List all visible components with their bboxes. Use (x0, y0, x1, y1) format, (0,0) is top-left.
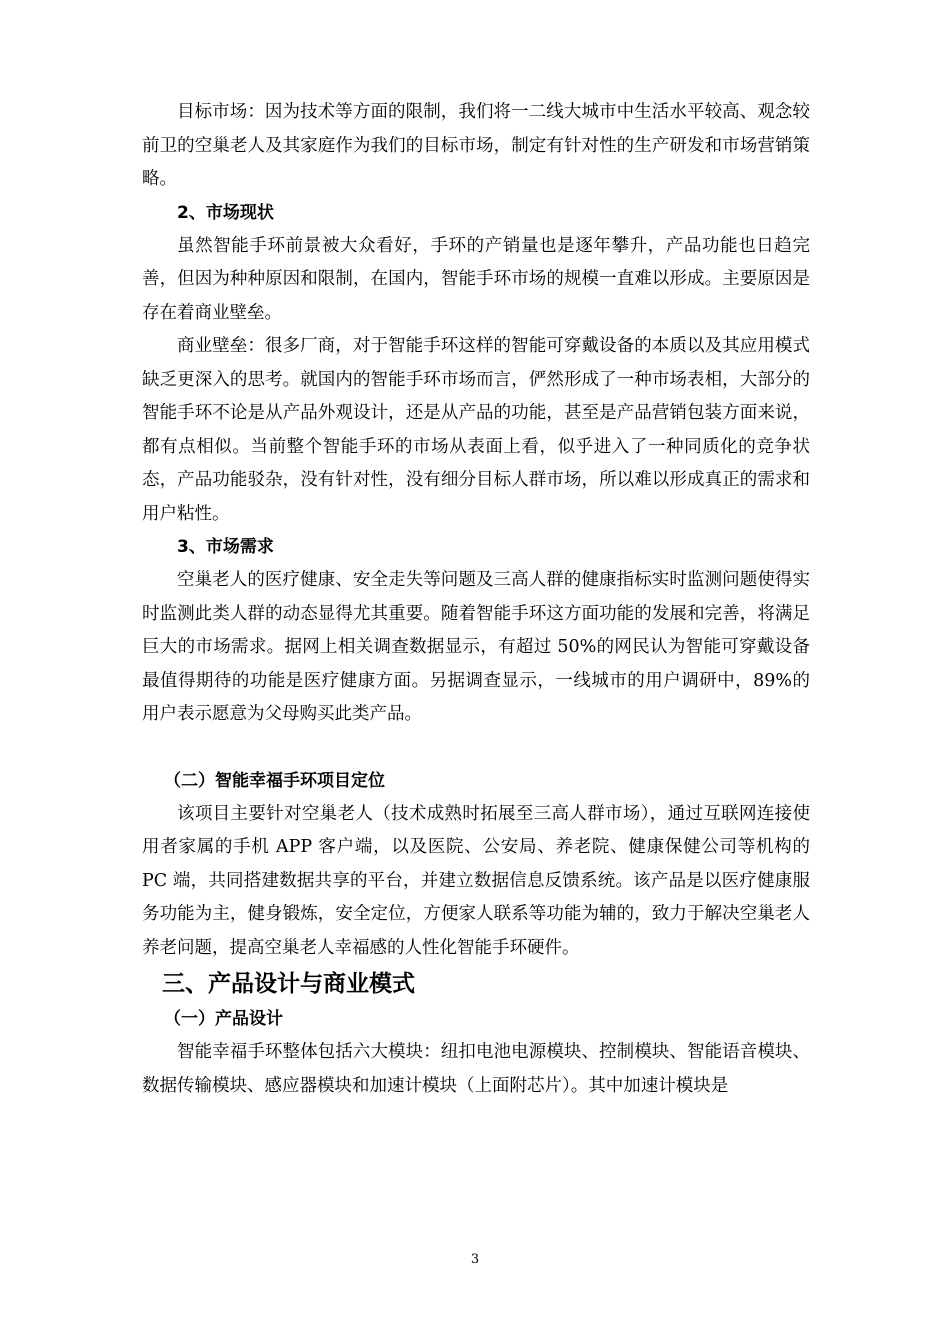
page-number: 3 (470, 1252, 480, 1267)
project-positioning-paragraph: 该项目主要针对空巢老人（技术成熟时拓展至三高人群市场），通过互联网连接使用者家属的手机 APP 客户端，以及医院、公安局、养老院、健康保健公司等机构的 PC 端，共同搭建数据共享的平台，并建立数据信息反馈系统。该产品是以医疗健康服务功能为主，健身锻炼，安全定位，方便家人联系等功能为辅的，致力于解决空巢老人养老问题，提高空巢老人幸福感的人性化智能手环硬件。 (142, 803, 810, 958)
page-content (142, 96, 810, 1103)
product-design-heading: （一）产品设计 (164, 1009, 283, 1029)
market-demand-heading: 3、市场需求 (177, 537, 274, 557)
business-barrier-paragraph: 商业壁垒：很多厂商，对于智能手环这样的智能可穿戴设备的本质以及其应用模式缺乏更深入的思考。就国内的智能手环市场而言，俨然形成了一种市场表相，大部分的智能手环不论是从产品外观设计，还是从产品的功能，甚至是产品营销包装方面来说，都有点相似。当前整个智能手环的市场从表面上看，似乎进入了一种同质化的竞争状态，产品功能驳杂，没有针对性，没有细分目标人群市场，所以难以形成真正的需求和用户粘性。 (142, 336, 810, 524)
product-design-paragraph: 智能幸福手环整体包括六大模块：纽扣电池电源模块、控制模块、智能语音模块、数据传输模块、感应器模块和加速计模块（上面附芯片）。其中加速计模块是 (142, 1042, 810, 1096)
market-demand-paragraph: 空巢老人的医疗健康、安全走失等问题及三高人群的健康指标实时监测问题使得实时监测此类人群的动态显得尤其重要。随着智能手环这方面功能的发展和完善，将满足巨大的市场需求。据网上相关调查数据显示，有超过 50%的网民认为智能可穿戴设备最值得期待的功能是医疗健康方面。另据调查显示，一线城市的用户调研中，89%的用户表示愿意为父母购买此类产品。 (142, 570, 810, 724)
section-three-heading: 三、产品设计与商业模式 (162, 971, 415, 997)
market-status-heading: 2、市场现状 (177, 202, 274, 223)
project-positioning-heading: （二）智能幸福手环项目定位 (164, 770, 385, 791)
target-market-paragraph: 目标市场：因为技术等方面的限制，我们将一二线大城市中生活水平较高、观念较前卫的空巢老人及其家庭作为我们的目标市场，制定有针对性的生产研发和市场营销策略。 (142, 102, 810, 189)
blank-line (142, 732, 810, 765)
market-status-paragraph: 虽然智能手环前景被大众看好，手环的产销量也是逐年攀升，产品功能也日趋完善，但因为种种原因和限制，在国内，智能手环市场的规模一直难以形成。主要原因是存在着商业壁垒。 (142, 235, 810, 323)
